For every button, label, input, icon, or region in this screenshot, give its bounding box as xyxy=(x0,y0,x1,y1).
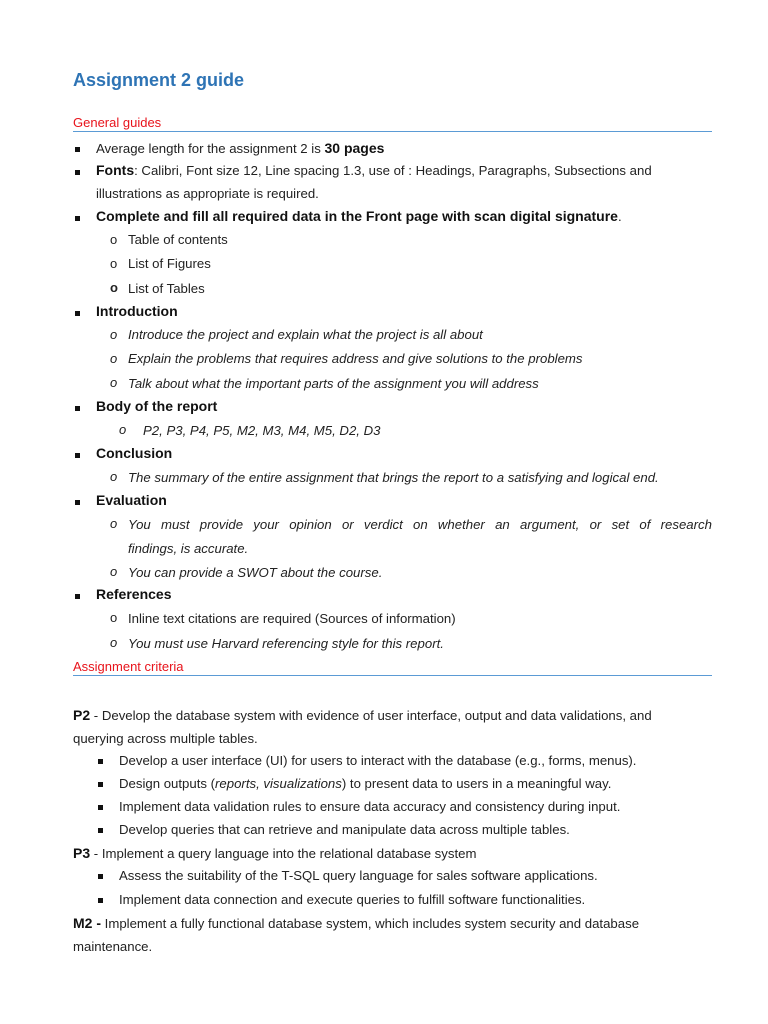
length-line: Average length for the assignment 2 is 30 pages xyxy=(96,140,385,156)
bullet-square-icon xyxy=(75,170,80,175)
p2-item: Develop queries that can retrieve and manipulate data across multiple tables. xyxy=(119,822,570,837)
bullet-square-icon xyxy=(98,782,103,787)
evaluation-item-justified xyxy=(128,517,712,532)
evaluation-label: Evaluation xyxy=(96,492,167,508)
evaluation-word: provide xyxy=(199,517,244,532)
bullet-square-icon xyxy=(98,805,103,810)
p2-item: Design outputs (reports, visualizations) to present data to users in a meaningful way. xyxy=(119,776,612,791)
bullet-circle-icon: o xyxy=(110,351,118,366)
introduction-item: Talk about what the important parts of the assignment you will address xyxy=(128,376,539,391)
evaluation-word: research xyxy=(660,517,712,532)
evaluation-word: of xyxy=(639,517,651,532)
bullet-circle-icon: o xyxy=(110,327,118,342)
bullet-square-icon xyxy=(75,500,80,505)
bullet-circle-icon: o xyxy=(110,256,118,271)
introduction-item: Explain the problems that requires address and give solutions to the problems xyxy=(128,351,583,366)
evaluation-item-line-2: findings, is accurate. xyxy=(128,541,249,556)
evaluation-word: or xyxy=(341,517,354,532)
evaluation-word: argument, xyxy=(519,517,580,532)
body-item: P2, P3, P4, P5, M2, M3, M4, M5, D2, D3 xyxy=(143,423,381,438)
evaluation-item-swot: You can provide a SWOT about the course. xyxy=(128,565,383,580)
bullet-circle-icon: o xyxy=(110,469,118,484)
bullet-square-icon xyxy=(98,898,103,903)
bullet-circle-icon: o xyxy=(110,635,118,650)
evaluation-word: verdict xyxy=(363,517,403,532)
evaluation-word: your xyxy=(253,517,279,532)
evaluation-word: set xyxy=(611,517,630,532)
references-label: References xyxy=(96,586,172,602)
evaluation-word: an xyxy=(495,517,510,532)
m2-line: M2 - Implement a fully functional database system, which includes system security and database xyxy=(73,915,640,931)
introduction-item: Introduce the project and explain what the project is all about xyxy=(128,327,483,342)
bullet-square-icon xyxy=(98,759,103,764)
page-title: Assignment 2 guide xyxy=(73,70,245,90)
bullet-circle-icon: o xyxy=(110,280,118,295)
p2-item: Develop a user interface (UI) for users to interact with the database (e.g., forms, menus). xyxy=(119,753,637,768)
p3-item: Assess the suitability of the T-SQL query language for sales software applications. xyxy=(119,868,598,883)
p2-line-2: querying across multiple tables. xyxy=(73,731,258,746)
bullet-circle-icon: o xyxy=(110,516,118,531)
evaluation-word: on xyxy=(413,517,428,532)
m2-line-2: maintenance. xyxy=(73,939,153,954)
bullet-square-icon xyxy=(75,594,80,599)
bullet-circle-icon: o xyxy=(110,610,118,625)
evaluation-word: must xyxy=(160,517,190,532)
bullet-square-icon xyxy=(75,311,80,316)
bullet-square-icon xyxy=(75,406,80,411)
evaluation-word: whether xyxy=(437,517,485,532)
section-heading-general-guides: General guides xyxy=(73,115,712,132)
introduction-label: Introduction xyxy=(96,303,178,319)
front-item-toc: Table of contents xyxy=(128,232,228,247)
conclusion-item: The summary of the entire assignment that brings the report to a satisfying and logical end. xyxy=(128,470,659,485)
evaluation-word: opinion xyxy=(289,517,332,532)
bullet-square-icon xyxy=(75,216,80,221)
bullet-square-icon xyxy=(98,874,103,879)
fonts-line: Fonts: Calibri, Font size 12, Line spacing 1.3, use of : Headings, Paragraphs, Subsections and xyxy=(96,162,652,178)
bullet-square-icon xyxy=(98,828,103,833)
body-label: Body of the report xyxy=(96,398,218,414)
fonts-line-2: illustrations as appropriate is required. xyxy=(96,186,319,201)
bullet-square-icon xyxy=(75,453,80,458)
front-item-figures: List of Figures xyxy=(128,256,211,271)
p3-item: Implement data connection and execute queries to fulfill software functionalities. xyxy=(119,892,586,907)
front-item-tables: List of Tables xyxy=(128,281,205,296)
bullet-circle-icon: o xyxy=(110,232,118,247)
section-heading-assignment-criteria: Assignment criteria xyxy=(73,659,712,676)
bullet-circle-icon: o xyxy=(110,564,118,579)
bullet-circle-icon: o xyxy=(119,422,127,437)
conclusion-label: Conclusion xyxy=(96,445,173,461)
front-page-line: Complete and fill all required data in the Front page with scan digital signature. xyxy=(96,208,622,224)
p3-line: P3 - Implement a query language into the relational database system xyxy=(73,845,477,861)
bullet-square-icon xyxy=(75,147,80,152)
evaluation-word: You xyxy=(128,517,151,532)
bullet-circle-icon: o xyxy=(110,375,118,390)
p2-item: Implement data validation rules to ensure data accuracy and consistency during input. xyxy=(119,799,621,814)
references-item: Inline text citations are required (Sources of information) xyxy=(128,611,456,626)
references-item: You must use Harvard referencing style for this report. xyxy=(128,636,444,651)
evaluation-word: or xyxy=(589,517,602,532)
p2-line: P2 - Develop the database system with evidence of user interface, output and data validations, and xyxy=(73,707,652,723)
